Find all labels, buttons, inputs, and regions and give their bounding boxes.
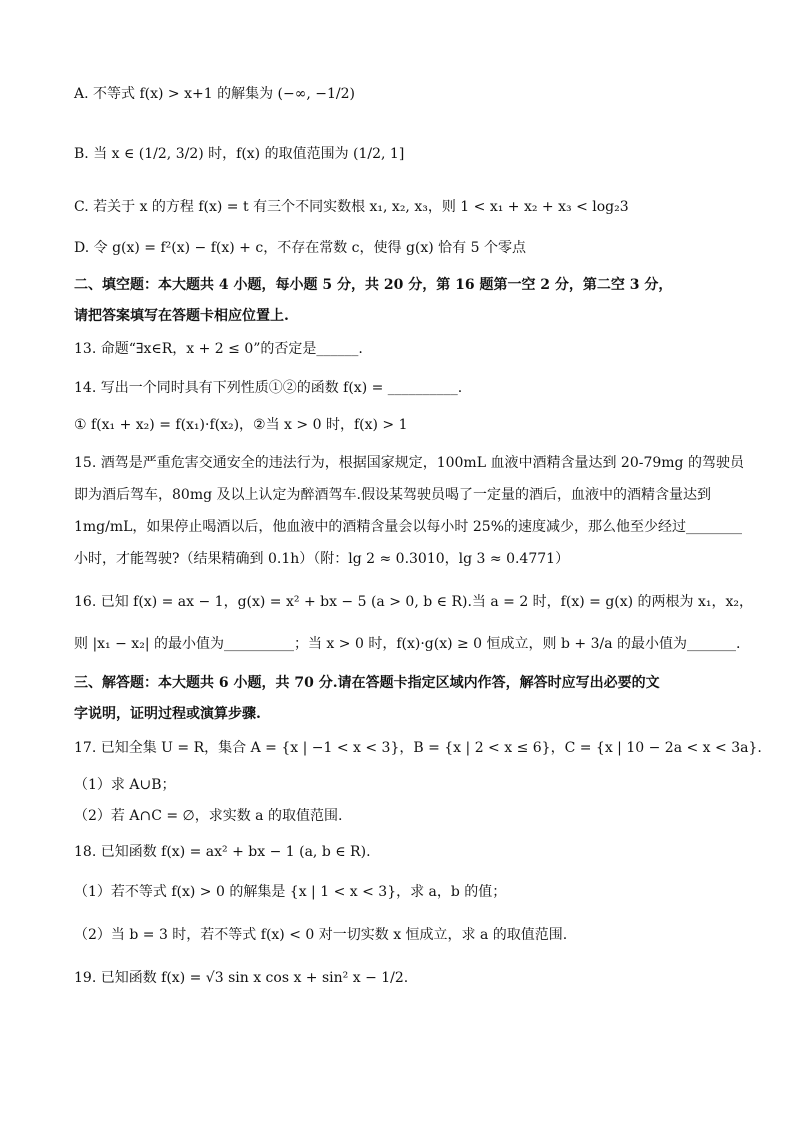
question-15-line-1: 15. 酒驾是严重危害交通安全的违法行为，根据国家规定，100mL 血液中酒精含量达到 20-79mg 的驾驶员 [74, 455, 744, 471]
section-2-heading: 二、填空题：本大题共 4 小题，每小题 5 分，共 20 分，第 16 题第一空 2 分，第二空 3 分， [74, 277, 673, 293]
question-15-line-2: 即为酒后驾车，80mg 及以上认定为醉酒驾车.假设某驾驶员喝了一定量的酒后，血液中的酒精含量达到 [74, 487, 711, 503]
question-18: 18. 已知函数 f(x) = ax² + bx − 1 (a, b ∈ R). [74, 844, 371, 860]
option-b: B. 当 x ∈ (1/2, 3/2) 时，f(x) 的取值范围为 (1/2, 1] [74, 146, 405, 162]
option-c: C. 若关于 x 的方程 f(x) = t 有三个不同实数根 x₁, x₂, x₃，则 1 < x₁ + x₂ + x₃ < log₂3 [74, 199, 629, 215]
question-13: 13. 命题“∃x∈R，x + 2 ≤ 0”的否定是______. [74, 341, 363, 357]
question-18-part-1: （1）若不等式 f(x) > 0 的解集是 {x | 1 < x < 3}，求 a，b 的值； [74, 884, 507, 900]
section-2-heading-cont: 请把答案填写在答题卡相应位置上. [74, 308, 289, 324]
question-15-line-3: 1mg/mL，如果停止喝酒以后，他血液中的酒精含量会以每小时 25%的速度减少，那么他至少经过________ [74, 519, 742, 535]
option-d: D. 令 g(x) = f²(x) − f(x) + c，不存在常数 c，使得 g(x) 恰有 5 个零点 [74, 240, 526, 256]
question-16-line-2: 则 |x₁ − x₂| 的最小值为__________；当 x > 0 时，f(x)·g(x) ≥ 0 恒成立，则 b + 3/a 的最小值为_______. [74, 636, 741, 652]
question-14-properties: ① f(x₁ + x₂) = f(x₁)·f(x₂)，②当 x > 0 时，f(x) > 1 [74, 417, 408, 433]
section-3-heading-cont: 字说明，证明过程或演算步骤. [74, 706, 261, 722]
question-19: 19. 已知函数 f(x) = √3 sin x cos x + sin² x − 1/2. [74, 970, 409, 986]
question-18-part-2: （2）当 b = 3 时，若不等式 f(x) < 0 对一切实数 x 恒成立，求 a 的取值范围. [74, 927, 568, 943]
question-15-line-4: 小时，才能驾驶?（结果精确到 0.1h）（附：lg 2 ≈ 0.3010，lg 3 ≈ 0.4771） [74, 551, 570, 567]
question-17: 17. 已知全集 U = R，集合 A = {x | −1 < x < 3}，B = {x | 2 < x ≤ 6}，C = {x | 10 − 2a < x < 3a}. [74, 740, 762, 756]
question-17-part-1: （1）求 A∪B； [74, 777, 176, 793]
question-16-line-1: 16. 已知 f(x) = ax − 1，g(x) = x² + bx − 5 (a > 0, b ∈ R).当 a = 2 时，f(x) = g(x) 的两根为 x₁，x₂， [74, 594, 754, 610]
question-17-part-2: （2）若 A∩C = ∅，求实数 a 的取值范围. [74, 808, 343, 824]
section-3-heading: 三、解答题：本大题共 6 小题，共 70 分.请在答题卡指定区域内作答，解答时应写出必要的文 [74, 675, 660, 691]
option-a: A. 不等式 f(x) > x+1 的解集为 (−∞, −1/2) [74, 86, 356, 102]
question-14: 14. 写出一个同时具有下列性质①②的函数 f(x) = __________. [74, 380, 463, 396]
